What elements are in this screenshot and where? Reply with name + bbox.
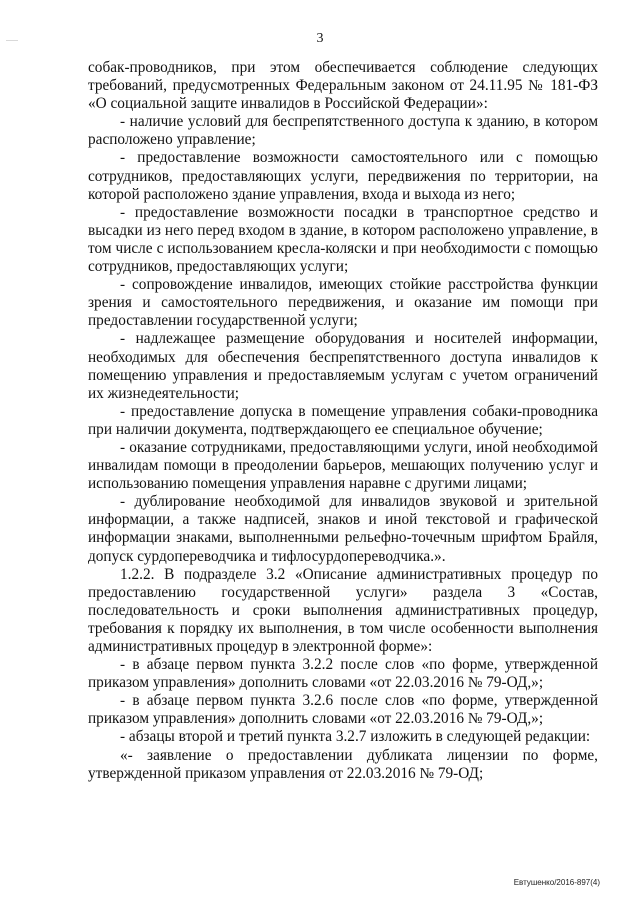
paragraph-section-1-2-2: 1.2.2. В подразделе 3.2 «Описание административных процедур по предоставлению государственной услуги» раздела 3 «Состав, последовательность и сроки выполнения административных процедур, требования к порядку их выполнения, в том числе особенности выполнения административных процедур в электронной форме»:: [88, 565, 598, 655]
paragraph-continuation: собак-проводников, при этом обеспечивается соблюдение следующих требований, предусмотренных Федеральным законом от 24.11.95 № 181-ФЗ «О социальной защите инвалидов в Российской Федерации»:: [88, 59, 598, 113]
footer-document-code: Евтушенко/2016-897(4): [513, 878, 600, 887]
paragraph-list-item: - сопровождение инвалидов, имеющих стойкие расстройства функции зрения и самостоятельного передвижения, и оказание им помощи при предоставлении государственной услуги;: [88, 276, 598, 330]
paragraph-list-item: - наличие условий для беспрепятственного доступа к зданию, в котором расположено управление;: [88, 113, 598, 149]
paragraph-list-item: - абзацы второй и третий пункта 3.2.7 изложить в следующей редакции:: [120, 728, 591, 746]
paragraph-list-item: - в абзаце первом пункта 3.2.6 после слов «по форме, утвержденной приказом управления» дополнить словами «от 22.03.2016 № 79-ОД,»;: [88, 692, 598, 728]
paragraph-list-item: - в абзаце первом пункта 3.2.2 после слов «по форме, утвержденной приказом управления» дополнить словами «от 22.03.2016 № 79-ОД,»;: [88, 656, 598, 692]
paragraph-list-item: - дублирование необходимой для инвалидов звуковой и зрительной информации, а также надписей, знаков и иной текстовой и графической информации знаками, выполненными рельефно-точечным шрифтом Брайля, допуск сурдопереводчика и тифлосурдопереводчика.».: [88, 493, 598, 565]
paragraph-list-item: «- заявление о предоставлении дубликата лицензии по форме, утвержденной приказом управления от 22.03.2016 № 79-ОД;: [88, 746, 598, 782]
paragraph-list-item: - оказание сотрудниками, предоставляющими услуги, иной необходимой инвалидам помощи в преодолении барьеров, мешающих получению услуг и использованию помещения управления наравне с другими лицами;: [88, 438, 598, 493]
paragraph-list-item: - предоставление возможности самостоятельного или с помощью сотрудников, предоставляющих услуги, передвижения по территории, на которой расположено здание управления, входа и выхода из него;: [88, 149, 598, 203]
page-number: 3: [316, 31, 324, 46]
paragraph-list-item: - надлежащее размещение оборудования и носителей информации, необходимых для обеспечения беспрепятственного доступа инвалидов к помещению управления и предоставляемым услугам с учетом ограничений их жизнедеятельности;: [88, 330, 598, 402]
paragraph-list-item: - предоставление возможности посадки в транспортное средство и высадки из него перед входом в здание, в котором расположено управление, в том числе с использованием кресла-коляски и при необходимости с помощью сотрудников, предоставляющих услуги;: [88, 203, 598, 276]
paragraph-list-item: - предоставление допуска в помещение управления собаки-проводника при наличии документа, подтверждающего ее специальное обучение;: [88, 402, 598, 438]
document-body: [88, 59, 598, 783]
